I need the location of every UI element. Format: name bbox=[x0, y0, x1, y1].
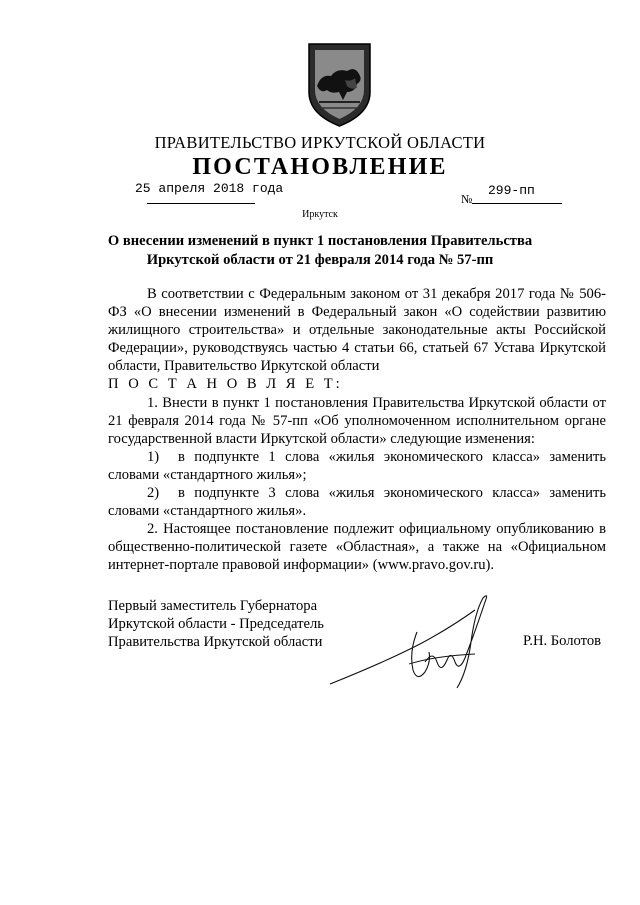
sub-item-2 bbox=[108, 484, 606, 520]
coat-of-arms-icon bbox=[297, 40, 382, 130]
sub-item-1-text: в подпункте 1 слова «жилья экономического класса» заменить словами «стандартного жилья»; bbox=[108, 448, 606, 483]
signatory-name: Р.Н. Болотов bbox=[523, 633, 602, 649]
organization-name: ПРАВИТЕЛЬСТВО ИРКУТСКОЙ ОБЛАСТИ bbox=[154, 133, 486, 152]
title-line-1: О внесении изменений в пункт 1 постановления Правительства bbox=[107, 233, 533, 249]
document-date: 25 апреля 2018 года bbox=[135, 181, 284, 196]
sub-item-2-number: 2) bbox=[147, 485, 160, 502]
signatory-title-line-2: Иркутской области - Председатель bbox=[108, 616, 324, 632]
document-title bbox=[100, 232, 540, 270]
document-number: 299-пп bbox=[488, 183, 535, 198]
document-type: ПОСТАНОВЛЕНИЕ bbox=[192, 154, 448, 180]
number-underline bbox=[472, 203, 562, 204]
point-2-paragraph: 2. Настоящее постановление подлежит официальному опубликованию в общественно-политической газете «Областная», а также на «Официальном интернет-портале правовой информации» (www.pravo.gov.ru). bbox=[108, 521, 606, 574]
city-name: Иркутск bbox=[302, 209, 338, 220]
sub-item-1-number: 1) bbox=[147, 448, 160, 465]
handwritten-signature bbox=[325, 592, 500, 692]
sub-item-2-text: в подпункте 3 слова «жилья экономического класса» заменить словами «стандартного жилья». bbox=[108, 485, 606, 520]
number-sign: № bbox=[461, 192, 473, 206]
title-line-2: Иркутской области от 21 февраля 2014 года № 57-пп bbox=[146, 252, 494, 268]
signatory-title bbox=[108, 597, 348, 651]
document-body bbox=[108, 285, 606, 575]
signatory-title-line-1: Первый заместитель Губернатора bbox=[108, 598, 318, 614]
decree-word: П О С Т А Н О В Л Я Е Т: bbox=[108, 376, 343, 393]
sub-item-1 bbox=[108, 448, 606, 484]
preamble-paragraph: В соответствии с Федеральным законом от 31 декабря 2017 года № 506-ФЗ «О внесении изменений в Федеральный закон «О содействии развитию жилищного строительства» и отдельные законодательные акты Российской Федерации», руководствуясь частью 4 статьи 66, статьей 67 Устава Иркутской области, Правительство Иркутской области bbox=[108, 286, 606, 375]
signatory-title-line-3: Правительства Иркутской области bbox=[108, 634, 323, 650]
date-underline bbox=[147, 203, 255, 204]
point-1-paragraph: 1. Внести в пункт 1 постановления Правительства Иркутской области от 21 февраля 2014 года № 57-пп «Об уполномоченном исполнительном органе государственной власти Иркутской области» следующие изменения: bbox=[108, 394, 606, 447]
